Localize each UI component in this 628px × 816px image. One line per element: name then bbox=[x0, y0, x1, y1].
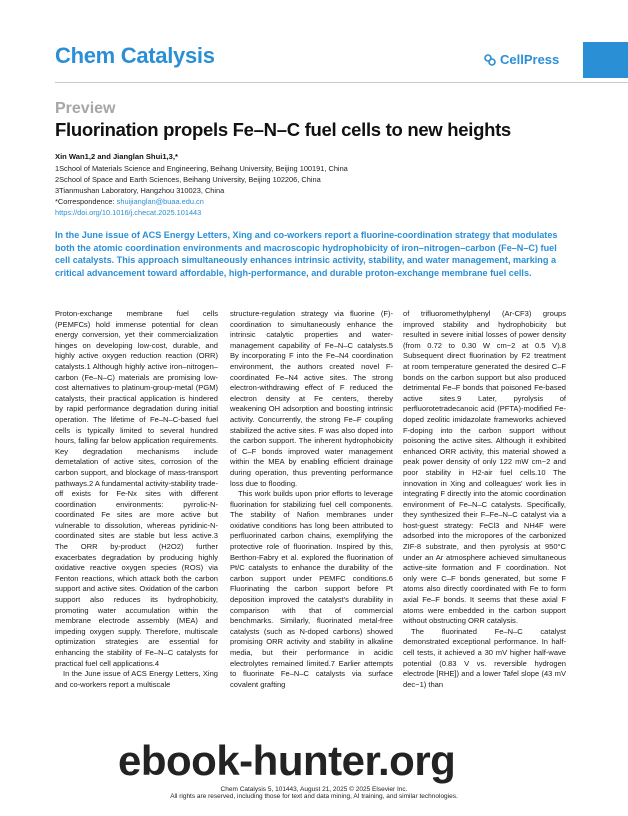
body-paragraph: This work builds upon prior efforts to leverage fluorination for stabilizing fuel cell components. The stability of Nafion membranes under oxidative conditions has long been attributed to perfluorinated carbon chains, exemplifying the protective role of fluorination. Inspired by this, Berthon-Fabry et al. explored the fluorination of Pt/C catalysts to enhance the durability of the carbon support under PEMFC conditions.6 Fluorinating the carbon support before Pt deposition improved the catalyst's durability in comparison with that of commercial benchmarks. Similarly, fluorinated metal-free catalysts (such as N-doped carbons) showed promising ORR activity and stability in alkaline media, but their performance in acidic electrolytes remained limited.7 Earlier attempts to fluorinate Fe–N–C catalysts via surface covalent grafting bbox=[230, 489, 393, 689]
affiliation-1: 1School of Materials Science and Engineering, Beihang University, Beijing 100191, China bbox=[55, 164, 348, 173]
body-paragraph: Proton-exchange membrane fuel cells (PEMFCs) hold immense potential for clean energy conversion, yet their commercialization hinges on developing low-cost, durable, and highly active oxygen reduction reaction (ORR) catalysts.1 Although highly active iron–nitrogen–carbon (Fe–N–C) materials are promising low-cost alternatives to platinum-group-metal (PGM) catalysts, their practical application is hindered by rapid performance degradation during initial operation. The lifetime of Fe–N–C-based fuel cells is typically limited to several hundred hours, falling far below application requirements. Key degradation mechanisms include demetalation of active sites, corrosion of the carbon support, and blockage of mass-transport pathways.2 A fundamental activity-stability trade-off exists for Fe-Nx sites with different coordination environments: pyrrolic-N-coordinated Fe sites are more active but vulnerable to dissolution, whereas pyridinic-N-coordinated sites are stable but less active.3 The ORR by-product (H2O2) further exacerbates degradation by producing highly oxidative reactive oxygen species (ROS) via Fenton reactions, which attack both the carbon support and active sites. Oxidation of the carbon support also reduces its hydrophobicity, promoting water accumulation within the membrane electrode assembly (MEA) and impeding oxygen supply. Therefore, multiscale optimization strategies are essential for enhancing the stability of Fe–N–C catalysts for practical fuel cell applications.4 bbox=[55, 309, 218, 668]
body-paragraph: structure-regulation strategy via fluorine (F)-coordination to simultaneously enhance the intrinsic catalytic properties and water-management capability of Fe–N–C catalysts.5 By incorporating F into the Fe–N4 coordination environment, the authors created novel F-coordinated Fe–N4 active sites. The strong electron-withdrawing effect of F reduced the electron density at Fe centers, thereby weakening OH adsorption and boosting intrinsic activity. Concurrently, the strong Fe–F coupling stabilized the active sites. F was also doped into the carbon support. The inherent hydrophobicity of C–F bonds improved water management within the MEA by enabling efficient drainage during operation, thus preventing performance loss due to flooding. bbox=[230, 309, 393, 488]
correspondence-label: *Correspondence: bbox=[55, 197, 117, 206]
body-paragraph: In the June issue of ACS Energy Letters, Xing and co-workers report a multiscale bbox=[55, 669, 218, 689]
correspondence bbox=[55, 197, 204, 206]
body-column-1 bbox=[55, 309, 218, 690]
brand-color-block bbox=[583, 42, 628, 78]
journal-title: Chem Catalysis bbox=[55, 43, 215, 68]
publisher-logo bbox=[484, 52, 559, 67]
affiliation-2: 2School of Space and Earth Sciences, Beihang University, Beijing 102206, China bbox=[55, 175, 321, 184]
affiliation-3: 3Tianmushan Laboratory, Hangzhou 310023, China bbox=[55, 186, 225, 195]
body-paragraph: The fluorinated Fe–N–C catalyst demonstrated exceptional performance. In half-cell tests, it achieved a 30 mV higher half-wave potential (0.83 V vs. reversible hydrogen electrode [RHE]) and a lower Tafel slope (43 mV dec−1) than bbox=[403, 626, 566, 689]
article-title: Fluorination propels Fe–N–C fuel cells to new heights bbox=[55, 119, 511, 140]
body-column-2 bbox=[230, 309, 393, 690]
publisher-name: CellPress bbox=[500, 52, 560, 67]
lede-paragraph: In the June issue of ACS Energy Letters, Xing and co-workers report a fluorine-coordination strategy that modulates both the atomic coordination environments and macroscopic hydrophobicity of iron–nitrogen–carbon (Fe–N–C) fuel cell catalysts. This approach simultaneously enhances intrinsic activity, stability, and water management, marking a critical advancement toward affordable, high-performance, and durable proton-exchange membrane fuel cells. bbox=[55, 230, 558, 279]
header-divider bbox=[55, 82, 628, 83]
cellpress-icon bbox=[484, 54, 496, 66]
doi-line bbox=[55, 208, 201, 217]
page-footer bbox=[0, 786, 628, 800]
doi-link[interactable]: https://doi.org/10.1016/j.checat.2025.101443 bbox=[55, 208, 202, 217]
email-link[interactable]: shuijianglan@buaa.edu.cn bbox=[116, 197, 204, 206]
rights-line: All rights are reserved, including those for text and data mining, AI training, and similar technologies. bbox=[170, 793, 458, 800]
author-line bbox=[55, 152, 178, 161]
body-column-3 bbox=[403, 309, 566, 690]
citation-line: Chem Catalysis 5, 101443, August 21, 2025 © 2025 Elsevier Inc. bbox=[220, 786, 408, 793]
watermark: ebook-hunter.org bbox=[118, 737, 456, 784]
body-paragraph: of trifluoromethylphenyl (Ar-CF3) groups improved stability and hydrophobicity but resulted in severe initial losses of power density (from 0.72 to 0.30 W cm−2 at 0.5 V).8 Subsequent direct fluorination by F2 treatment at room temperature generated the desired C–F bonds on the carbon support but also produced detrimental Fe–F bonds that poisoned Fe-based active sites.9 Later, pyrolysis of perfluorotetradecanoic acid (PFTA)-modified Fe-doped zeolitic imidazolate frameworks achieved F-doping into the carbon support without poisoning the active sites. Although it exhibited enhanced ORR activity, this material showed a peak power density of only 122 mW cm−2 and poor stability in H2-air fuel cells.10 The innovation in Xing and colleagues' work lies in integrating F directly into the atomic coordination environment of Fe–N–C catalysts. Specifically, they synthesized their F–Fe–N–C catalyst via a host-guest strategy: FeCl3 and NH4F were adsorbed into the micropores of the carbonized ZIF-8 substrate, and then pyrolysis at 950°C under an Ar atmosphere achieved simultaneous active-site formation and F coordination. Not only were C–F bonds generated, but some F atoms also directly coordinated with Fe to form axial Fe–F bonds. It seems that these axial F atoms were embedded in the carbon support without obstructing ORR catalysis. bbox=[403, 309, 566, 626]
article-type: Preview bbox=[55, 100, 116, 117]
authors: Xin Wan1,2 and Jianglan Shui1,3,* bbox=[55, 152, 178, 161]
